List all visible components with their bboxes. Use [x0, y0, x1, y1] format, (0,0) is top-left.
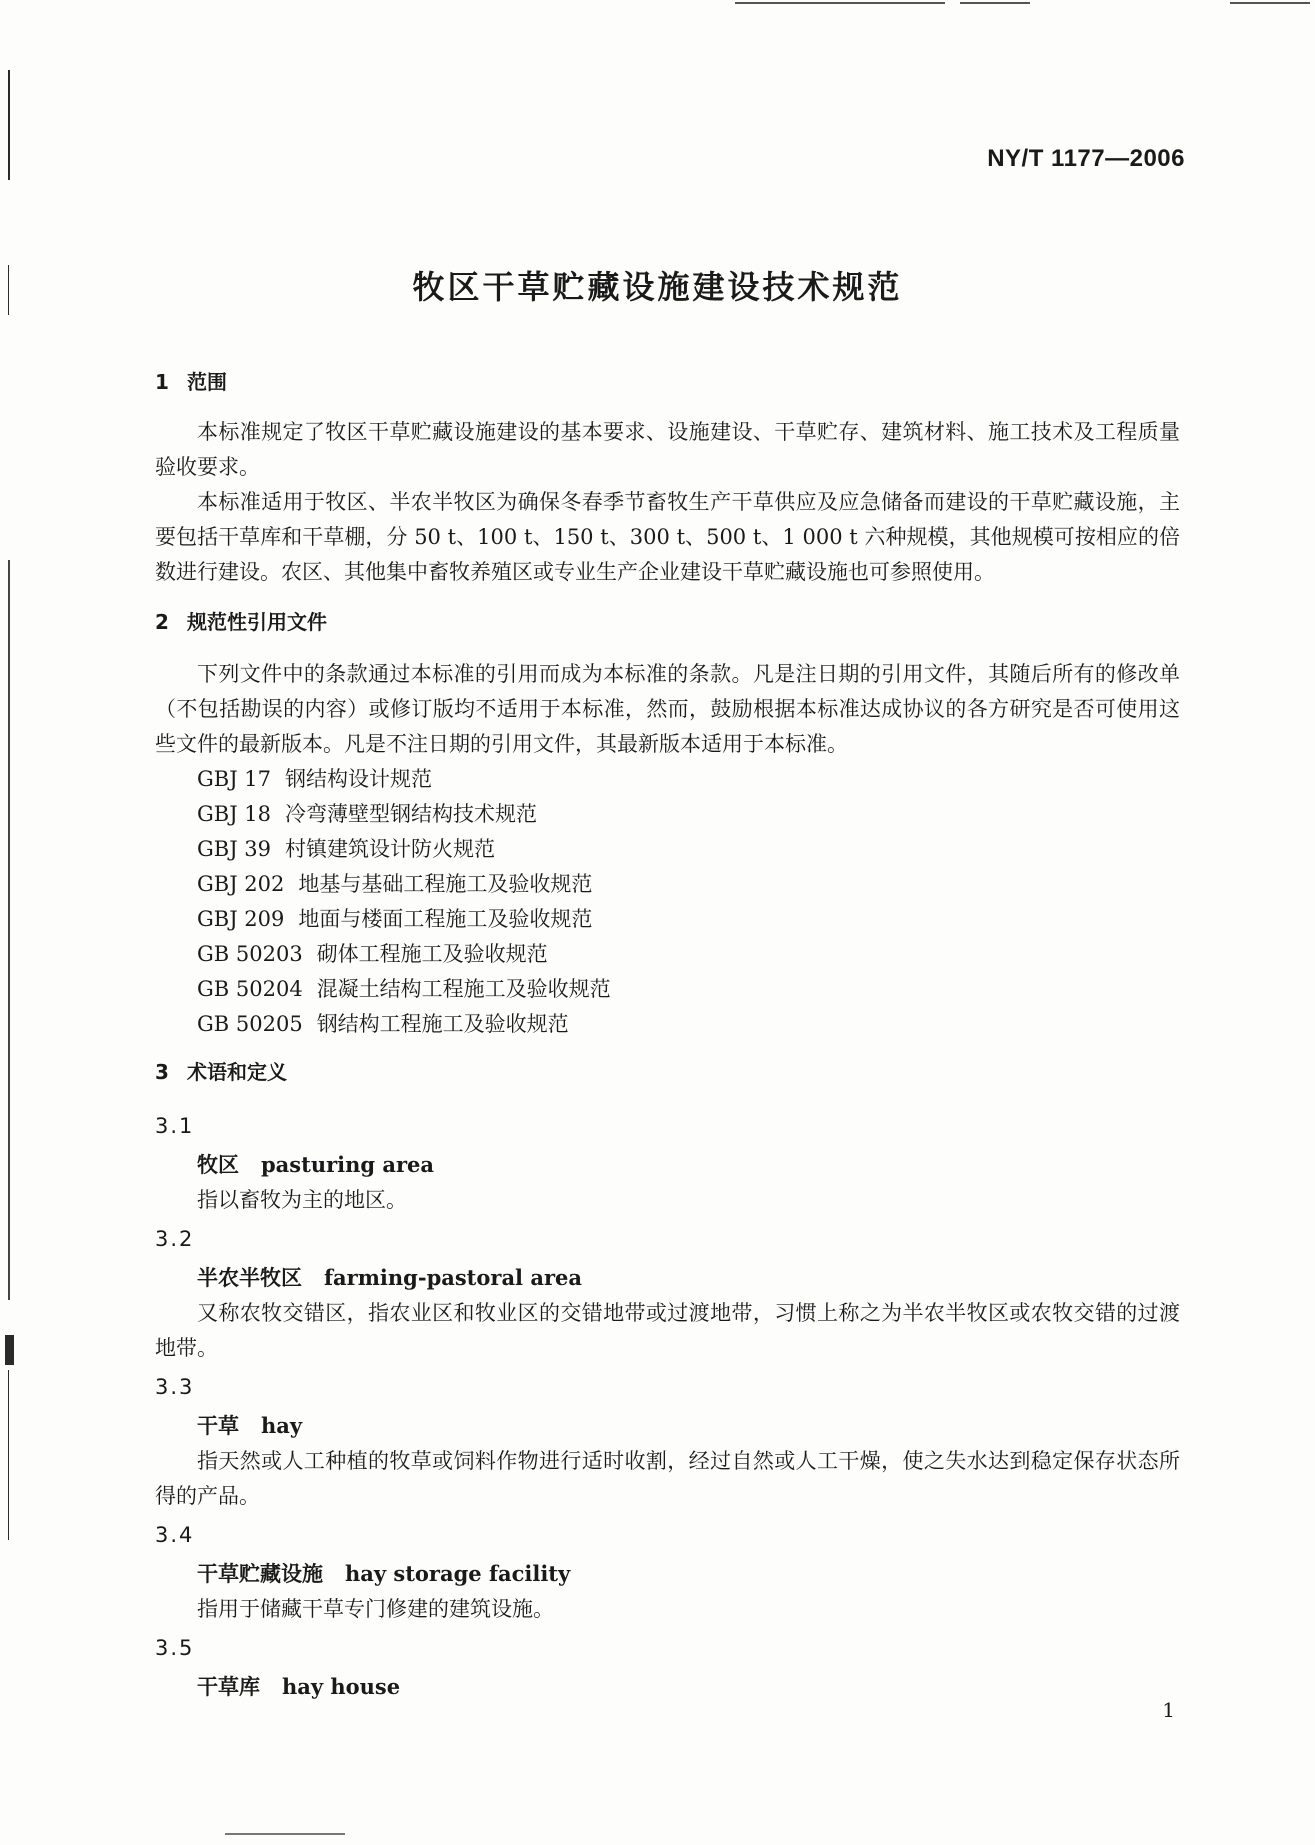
reference-code: GB 50203	[197, 942, 303, 966]
reference-title: 砌体工程施工及验收规范	[316, 942, 548, 966]
term-name	[155, 1260, 1180, 1296]
scan-bottom-rule	[225, 1833, 345, 1835]
scan-edge-mark	[8, 1370, 9, 1540]
term-name-en: pasturing area	[261, 1152, 435, 1177]
section-title: 规范性引用文件	[187, 610, 327, 634]
scan-edge-mark	[8, 560, 10, 1300]
term-definition: 又称农牧交错区，指农业区和牧业区的交错地带或过渡地带，习惯上称之为半农半牧区或农牧交错的过渡地带。	[155, 1301, 1180, 1360]
scan-top-rule	[735, 2, 945, 4]
terms-list	[155, 1105, 1180, 1705]
section-body	[155, 415, 1180, 590]
term-entry	[155, 1218, 1180, 1366]
reference-item	[197, 972, 1180, 1007]
term-number: 3.3	[155, 1375, 195, 1399]
reference-item	[197, 762, 1180, 797]
reference-code: GBJ 209	[197, 907, 285, 931]
reference-title: 地面与楼面工程施工及验收规范	[298, 907, 593, 931]
reference-title: 混凝土结构工程施工及验收规范	[316, 977, 611, 1001]
reference-code: GBJ 18	[197, 802, 272, 826]
term-entry	[155, 1514, 1180, 1627]
scan-edge-mark	[8, 70, 10, 180]
term-name-zh: 牧区	[197, 1153, 239, 1177]
term-name-zh: 干草库	[197, 1675, 260, 1699]
term-definition: 指用于储藏干草专门修建的建筑设施。	[197, 1597, 554, 1621]
paragraph: 本标准适用于牧区、半农半牧区为确保冬春季节畜牧生产干草供应及应急储备而建设的干草贮藏设施，主要包括干草库和干草棚，分 50 t、100 t、150 t、300 t、500 t、1 000 t 六种规模，其他规模可按相应的倍数进行建设。农区、其他集中畜牧养殖区或专业生产企业建设干草贮藏设施也可参照使用。	[155, 490, 1180, 584]
reference-code: GBJ 39	[197, 837, 272, 861]
reference-title: 钢结构设计规范	[285, 767, 433, 791]
section-heading	[155, 600, 327, 645]
term-entry	[155, 1627, 1180, 1705]
term-entry	[155, 1105, 1180, 1218]
scan-top-rule	[1230, 2, 1310, 4]
term-name-en: hay storage facility	[345, 1561, 571, 1586]
term-name-zh: 干草	[197, 1414, 239, 1438]
reference-item	[197, 832, 1180, 867]
term-entry	[155, 1366, 1180, 1514]
section-title: 范围	[187, 370, 227, 394]
section-number: 2	[155, 610, 169, 634]
scan-edge-mark	[5, 1335, 14, 1365]
reference-title: 地基与基础工程施工及验收规范	[298, 872, 593, 896]
reference-title: 冷弯薄壁型钢结构技术规范	[285, 802, 538, 826]
reference-code: GBJ 17	[197, 767, 272, 791]
term-name-en: hay house	[282, 1674, 401, 1699]
section-heading	[155, 1050, 287, 1095]
term-name	[155, 1147, 1180, 1183]
term-definition: 指天然或人工种植的牧草或饲料作物进行适时收割，经过自然或人工干燥，使之失水达到稳定保存状态所得的产品。	[155, 1449, 1180, 1508]
term-name-zh: 干草贮藏设施	[197, 1562, 323, 1586]
document-title: 牧区干草贮藏设施建设技术规范	[412, 268, 903, 306]
document-code: NY/T 1177—2006	[987, 145, 1185, 172]
term-name-en: farming-pastoral area	[324, 1265, 582, 1290]
reference-item	[197, 1007, 1180, 1042]
reference-item	[197, 797, 1180, 832]
page-number: 1	[1162, 1698, 1175, 1722]
term-name	[155, 1408, 1180, 1444]
term-name-zh: 半农半牧区	[197, 1266, 302, 1290]
term-name	[155, 1669, 1180, 1705]
reference-item	[197, 937, 1180, 972]
section-body	[155, 657, 1180, 1042]
reference-item	[197, 902, 1180, 937]
reference-code: GB 50205	[197, 1012, 303, 1036]
term-number: 3.4	[155, 1523, 195, 1547]
term-number: 3.5	[155, 1636, 195, 1660]
reference-code: GB 50204	[197, 977, 303, 1001]
term-name	[155, 1556, 1180, 1592]
reference-title: 村镇建筑设计防火规范	[285, 837, 496, 861]
reference-code: GBJ 202	[197, 872, 285, 896]
term-number: 3.1	[155, 1114, 195, 1138]
section-number: 3	[155, 1060, 169, 1084]
reference-title: 钢结构工程施工及验收规范	[316, 1012, 569, 1036]
term-number: 3.2	[155, 1227, 195, 1251]
reference-list	[155, 762, 1180, 1042]
term-name-en: hay	[261, 1413, 303, 1438]
scan-top-rule	[960, 2, 1030, 4]
paragraph: 本标准规定了牧区干草贮藏设施建设的基本要求、设施建设、干草贮存、建筑材料、施工技术及工程质量验收要求。	[155, 420, 1180, 479]
section-number: 1	[155, 370, 169, 394]
section-heading	[155, 360, 227, 405]
section-title: 术语和定义	[187, 1060, 287, 1084]
reference-item	[197, 867, 1180, 902]
term-definition: 指以畜牧为主的地区。	[197, 1188, 407, 1212]
paragraph: 下列文件中的条款通过本标准的引用而成为本标准的条款。凡是注日期的引用文件，其随后所有的修改单（不包括勘误的内容）或修订版均不适用于本标准，然而，鼓励根据本标准达成协议的各方研究是否可使用这些文件的最新版本。凡是不注日期的引用文件，其最新版本适用于本标准。	[155, 662, 1180, 756]
